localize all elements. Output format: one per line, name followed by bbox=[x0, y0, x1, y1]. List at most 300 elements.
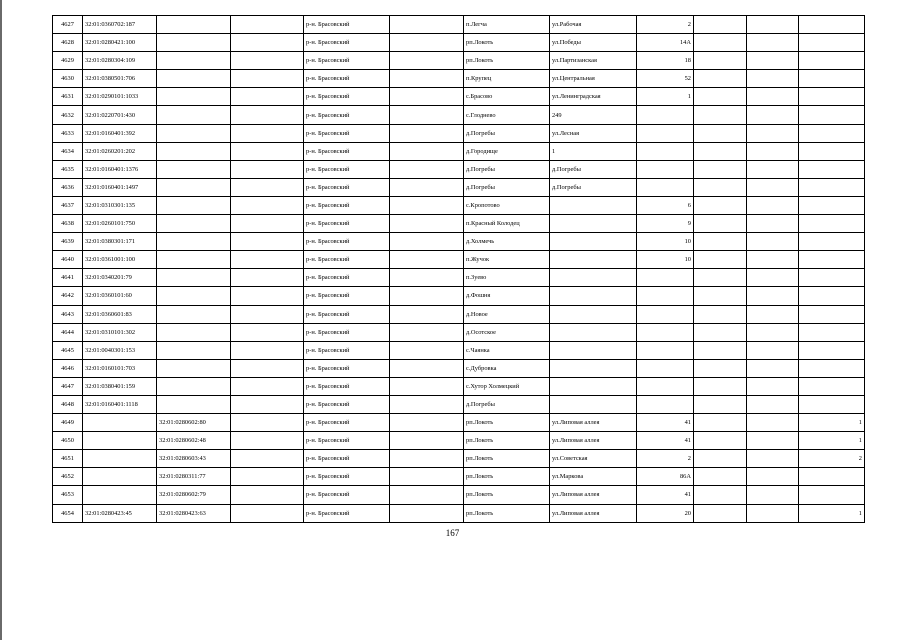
district-cell: р-н. Брасовский bbox=[304, 70, 390, 88]
house-number-cell: 10 bbox=[637, 233, 694, 251]
cadastral-number-cell: 32:01:0310301:135 bbox=[83, 196, 157, 214]
empty-cell bbox=[231, 215, 304, 233]
district-cell: р-н. Брасовский bbox=[304, 414, 390, 432]
empty-cell bbox=[747, 359, 799, 377]
count-cell: 1 bbox=[799, 504, 865, 522]
district-cell: р-н. Брасовский bbox=[304, 233, 390, 251]
empty-cell bbox=[747, 215, 799, 233]
house-number-cell bbox=[637, 178, 694, 196]
empty-cell bbox=[390, 269, 464, 287]
empty-cell bbox=[694, 16, 747, 34]
related-cadastral-number-cell bbox=[157, 233, 231, 251]
district-cell: р-н. Брасовский bbox=[304, 305, 390, 323]
empty-cell bbox=[694, 196, 747, 214]
empty-cell bbox=[231, 124, 304, 142]
settlement-cell: д.Осотское bbox=[464, 323, 550, 341]
empty-cell bbox=[231, 323, 304, 341]
settlement-cell: с.Хутор Холмецкий bbox=[464, 377, 550, 395]
table-row bbox=[53, 287, 865, 305]
related-cadastral-number-cell bbox=[157, 215, 231, 233]
empty-cell bbox=[747, 287, 799, 305]
table-row bbox=[53, 88, 865, 106]
table-row bbox=[53, 52, 865, 70]
empty-cell bbox=[747, 504, 799, 522]
empty-cell bbox=[694, 124, 747, 142]
street-cell: ул.Советская bbox=[550, 450, 637, 468]
table-row bbox=[53, 251, 865, 269]
empty-cell bbox=[747, 432, 799, 450]
empty-cell bbox=[231, 34, 304, 52]
settlement-cell: с.Чаянка bbox=[464, 341, 550, 359]
related-cadastral-number-cell: 32:01:0280311:77 bbox=[157, 468, 231, 486]
empty-cell bbox=[694, 233, 747, 251]
empty-cell bbox=[390, 305, 464, 323]
empty-cell bbox=[231, 486, 304, 504]
page-number: 167 bbox=[445, 528, 460, 538]
related-cadastral-number-cell: 32:01:0280602:79 bbox=[157, 486, 231, 504]
house-number-cell bbox=[637, 287, 694, 305]
related-cadastral-number-cell bbox=[157, 395, 231, 413]
settlement-cell: п.Жучок bbox=[464, 251, 550, 269]
cadastral-number-cell: 32:01:0260101:750 bbox=[83, 215, 157, 233]
street-cell bbox=[550, 287, 637, 305]
row-number-cell: 4635 bbox=[53, 160, 83, 178]
house-number-cell: 20 bbox=[637, 504, 694, 522]
row-number-cell: 4654 bbox=[53, 504, 83, 522]
related-cadastral-number-cell: 32:01:0280603:43 bbox=[157, 450, 231, 468]
street-cell bbox=[550, 215, 637, 233]
row-number-cell: 4632 bbox=[53, 106, 83, 124]
row-number-cell: 4649 bbox=[53, 414, 83, 432]
street-cell: ул.Лесная bbox=[550, 124, 637, 142]
row-number-cell: 4637 bbox=[53, 196, 83, 214]
street-cell: ул.Липовая аллея bbox=[550, 414, 637, 432]
empty-cell bbox=[747, 52, 799, 70]
related-cadastral-number-cell bbox=[157, 323, 231, 341]
related-cadastral-number-cell bbox=[157, 287, 231, 305]
street-cell: 249 bbox=[550, 106, 637, 124]
table-row bbox=[53, 16, 865, 34]
empty-cell bbox=[231, 432, 304, 450]
table-row bbox=[53, 377, 865, 395]
district-cell: р-н. Брасовский bbox=[304, 142, 390, 160]
related-cadastral-number-cell bbox=[157, 124, 231, 142]
settlement-cell: д.Погребы bbox=[464, 160, 550, 178]
street-cell: ул.Ленинградская bbox=[550, 88, 637, 106]
empty-cell bbox=[747, 178, 799, 196]
row-number-cell: 4630 bbox=[53, 70, 83, 88]
table-row bbox=[53, 160, 865, 178]
house-number-cell: 9 bbox=[637, 215, 694, 233]
district-cell: р-н. Брасовский bbox=[304, 178, 390, 196]
district-cell: р-н. Брасовский bbox=[304, 16, 390, 34]
empty-cell bbox=[390, 432, 464, 450]
empty-cell bbox=[231, 359, 304, 377]
empty-cell bbox=[747, 341, 799, 359]
street-cell bbox=[550, 395, 637, 413]
empty-cell bbox=[747, 124, 799, 142]
empty-cell bbox=[694, 70, 747, 88]
table-row bbox=[53, 450, 865, 468]
empty-cell bbox=[390, 70, 464, 88]
house-number-cell: 14А bbox=[637, 34, 694, 52]
empty-cell bbox=[694, 432, 747, 450]
row-number-cell: 4627 bbox=[53, 16, 83, 34]
cadastral-number-cell: 32:01:0280421:100 bbox=[83, 34, 157, 52]
empty-cell bbox=[747, 34, 799, 52]
settlement-cell: с.Дубровка bbox=[464, 359, 550, 377]
settlement-cell: п.Легча bbox=[464, 16, 550, 34]
empty-cell bbox=[231, 233, 304, 251]
empty-cell bbox=[694, 160, 747, 178]
street-cell: ул.Победы bbox=[550, 34, 637, 52]
count-cell bbox=[799, 70, 865, 88]
empty-cell bbox=[390, 504, 464, 522]
empty-cell bbox=[747, 160, 799, 178]
empty-cell bbox=[231, 106, 304, 124]
street-cell: ул.Маркова bbox=[550, 468, 637, 486]
related-cadastral-number-cell bbox=[157, 52, 231, 70]
empty-cell bbox=[694, 142, 747, 160]
street-cell: ул.Липовая аллея bbox=[550, 504, 637, 522]
empty-cell bbox=[747, 196, 799, 214]
row-number-cell: 4642 bbox=[53, 287, 83, 305]
empty-cell bbox=[231, 504, 304, 522]
empty-cell bbox=[390, 287, 464, 305]
settlement-cell: рп.Локоть bbox=[464, 432, 550, 450]
row-number-cell: 4652 bbox=[53, 468, 83, 486]
count-cell bbox=[799, 359, 865, 377]
row-number-cell: 4648 bbox=[53, 395, 83, 413]
empty-cell bbox=[694, 486, 747, 504]
table-row bbox=[53, 468, 865, 486]
count-cell bbox=[799, 377, 865, 395]
empty-cell bbox=[231, 178, 304, 196]
house-number-cell: 2 bbox=[637, 450, 694, 468]
empty-cell bbox=[231, 414, 304, 432]
empty-cell bbox=[231, 269, 304, 287]
table-row bbox=[53, 486, 865, 504]
street-cell bbox=[550, 251, 637, 269]
settlement-cell: п.Красный Колодец bbox=[464, 215, 550, 233]
registry-table-body bbox=[53, 16, 865, 523]
registry-table bbox=[52, 15, 865, 523]
related-cadastral-number-cell bbox=[157, 196, 231, 214]
empty-cell bbox=[231, 196, 304, 214]
related-cadastral-number-cell bbox=[157, 359, 231, 377]
related-cadastral-number-cell bbox=[157, 88, 231, 106]
empty-cell bbox=[231, 305, 304, 323]
count-cell bbox=[799, 124, 865, 142]
empty-cell bbox=[231, 160, 304, 178]
house-number-cell: 1 bbox=[637, 88, 694, 106]
table-row bbox=[53, 341, 865, 359]
empty-cell bbox=[694, 504, 747, 522]
cadastral-number-cell: 32:01:0360702:187 bbox=[83, 16, 157, 34]
street-cell: 1 bbox=[550, 142, 637, 160]
district-cell: р-н. Брасовский bbox=[304, 215, 390, 233]
empty-cell bbox=[694, 88, 747, 106]
empty-cell bbox=[390, 450, 464, 468]
street-cell: д.Погребы bbox=[550, 178, 637, 196]
table-row bbox=[53, 124, 865, 142]
count-cell bbox=[799, 215, 865, 233]
street-cell bbox=[550, 305, 637, 323]
cadastral-number-cell: 32:01:0220701:430 bbox=[83, 106, 157, 124]
house-number-cell: 18 bbox=[637, 52, 694, 70]
table-row bbox=[53, 34, 865, 52]
house-number-cell: 6 bbox=[637, 196, 694, 214]
empty-cell bbox=[694, 450, 747, 468]
house-number-cell bbox=[637, 359, 694, 377]
row-number-cell: 4629 bbox=[53, 52, 83, 70]
cadastral-number-cell bbox=[83, 450, 157, 468]
count-cell bbox=[799, 160, 865, 178]
table-row bbox=[53, 395, 865, 413]
house-number-cell: 41 bbox=[637, 486, 694, 504]
related-cadastral-number-cell bbox=[157, 178, 231, 196]
empty-cell bbox=[747, 269, 799, 287]
empty-cell bbox=[747, 468, 799, 486]
related-cadastral-number-cell bbox=[157, 341, 231, 359]
empty-cell bbox=[747, 395, 799, 413]
empty-cell bbox=[390, 377, 464, 395]
settlement-cell: д.Погребы bbox=[464, 395, 550, 413]
settlement-cell: д.Новое bbox=[464, 305, 550, 323]
district-cell: р-н. Брасовский bbox=[304, 377, 390, 395]
street-cell: ул.Липовая аллея bbox=[550, 486, 637, 504]
cadastral-number-cell: 32:01:0380501:706 bbox=[83, 70, 157, 88]
district-cell: р-н. Брасовский bbox=[304, 450, 390, 468]
related-cadastral-number-cell bbox=[157, 251, 231, 269]
street-cell bbox=[550, 323, 637, 341]
empty-cell bbox=[694, 52, 747, 70]
cadastral-number-cell: 32:01:0280304:109 bbox=[83, 52, 157, 70]
district-cell: р-н. Брасовский bbox=[304, 124, 390, 142]
empty-cell bbox=[747, 142, 799, 160]
empty-cell bbox=[694, 178, 747, 196]
related-cadastral-number-cell bbox=[157, 377, 231, 395]
table-row bbox=[53, 178, 865, 196]
cadastral-number-cell bbox=[83, 432, 157, 450]
house-number-cell: 10 bbox=[637, 251, 694, 269]
cadastral-number-cell: 32:01:0280423:45 bbox=[83, 504, 157, 522]
house-number-cell bbox=[637, 341, 694, 359]
count-cell bbox=[799, 142, 865, 160]
empty-cell bbox=[390, 251, 464, 269]
row-number-cell: 4651 bbox=[53, 450, 83, 468]
row-number-cell: 4631 bbox=[53, 88, 83, 106]
row-number-cell: 4650 bbox=[53, 432, 83, 450]
scan-edge bbox=[0, 0, 2, 640]
empty-cell bbox=[231, 468, 304, 486]
row-number-cell: 4646 bbox=[53, 359, 83, 377]
cadastral-number-cell: 32:01:0160401:392 bbox=[83, 124, 157, 142]
empty-cell bbox=[694, 251, 747, 269]
settlement-cell: рп.Локоть bbox=[464, 486, 550, 504]
count-cell bbox=[799, 395, 865, 413]
empty-cell bbox=[231, 377, 304, 395]
district-cell: р-н. Брасовский bbox=[304, 269, 390, 287]
row-number-cell: 4628 bbox=[53, 34, 83, 52]
related-cadastral-number-cell bbox=[157, 142, 231, 160]
district-cell: р-н. Брасовский bbox=[304, 287, 390, 305]
table-row bbox=[53, 269, 865, 287]
cadastral-number-cell: 32:01:0160101:703 bbox=[83, 359, 157, 377]
empty-cell bbox=[747, 251, 799, 269]
house-number-cell bbox=[637, 377, 694, 395]
settlement-cell: рп.Локоть bbox=[464, 468, 550, 486]
house-number-cell bbox=[637, 305, 694, 323]
row-number-cell: 4638 bbox=[53, 215, 83, 233]
district-cell: р-н. Брасовский bbox=[304, 196, 390, 214]
count-cell: 2 bbox=[799, 450, 865, 468]
empty-cell bbox=[694, 395, 747, 413]
cadastral-number-cell: 32:01:0160401:1118 bbox=[83, 395, 157, 413]
house-number-cell bbox=[637, 106, 694, 124]
row-number-cell: 4653 bbox=[53, 486, 83, 504]
empty-cell bbox=[694, 34, 747, 52]
house-number-cell bbox=[637, 142, 694, 160]
district-cell: р-н. Брасовский bbox=[304, 34, 390, 52]
cadastral-number-cell: 32:01:0160401:1497 bbox=[83, 178, 157, 196]
empty-cell bbox=[390, 178, 464, 196]
table-row bbox=[53, 196, 865, 214]
empty-cell bbox=[694, 305, 747, 323]
district-cell: р-н. Брасовский bbox=[304, 468, 390, 486]
house-number-cell: 41 bbox=[637, 414, 694, 432]
related-cadastral-number-cell bbox=[157, 305, 231, 323]
street-cell bbox=[550, 269, 637, 287]
row-number-cell: 4647 bbox=[53, 377, 83, 395]
row-number-cell: 4644 bbox=[53, 323, 83, 341]
empty-cell bbox=[747, 70, 799, 88]
empty-cell bbox=[390, 359, 464, 377]
cadastral-number-cell bbox=[83, 486, 157, 504]
table-row bbox=[53, 323, 865, 341]
empty-cell bbox=[747, 305, 799, 323]
empty-cell bbox=[231, 52, 304, 70]
count-cell bbox=[799, 233, 865, 251]
count-cell bbox=[799, 305, 865, 323]
empty-cell bbox=[694, 359, 747, 377]
settlement-cell: с.Глоднево bbox=[464, 106, 550, 124]
street-cell: ул.Рабочая bbox=[550, 16, 637, 34]
settlement-cell: с.Брасово bbox=[464, 88, 550, 106]
house-number-cell: 52 bbox=[637, 70, 694, 88]
empty-cell bbox=[390, 16, 464, 34]
table-row bbox=[53, 215, 865, 233]
house-number-cell bbox=[637, 395, 694, 413]
district-cell: р-н. Брасовский bbox=[304, 88, 390, 106]
house-number-cell: 41 bbox=[637, 432, 694, 450]
row-number-cell: 4633 bbox=[53, 124, 83, 142]
table-row bbox=[53, 305, 865, 323]
street-cell: ул.Липовая аллея bbox=[550, 432, 637, 450]
cadastral-number-cell: 32:01:0310101:302 bbox=[83, 323, 157, 341]
related-cadastral-number-cell bbox=[157, 106, 231, 124]
house-number-cell: 86А bbox=[637, 468, 694, 486]
street-cell: ул.Центральная bbox=[550, 70, 637, 88]
empty-cell bbox=[694, 287, 747, 305]
related-cadastral-number-cell bbox=[157, 34, 231, 52]
street-cell bbox=[550, 377, 637, 395]
related-cadastral-number-cell: 32:01:0280602:80 bbox=[157, 414, 231, 432]
house-number-cell bbox=[637, 160, 694, 178]
count-cell bbox=[799, 468, 865, 486]
table-row bbox=[53, 233, 865, 251]
district-cell: р-н. Брасовский bbox=[304, 106, 390, 124]
empty-cell bbox=[390, 142, 464, 160]
empty-cell bbox=[747, 88, 799, 106]
count-cell bbox=[799, 251, 865, 269]
cadastral-number-cell: 32:01:0361001:100 bbox=[83, 251, 157, 269]
settlement-cell: д.Погребы bbox=[464, 178, 550, 196]
settlement-cell: рп.Локоть bbox=[464, 34, 550, 52]
settlement-cell: п.Зуево bbox=[464, 269, 550, 287]
table-row bbox=[53, 142, 865, 160]
settlement-cell: рп.Локоть bbox=[464, 414, 550, 432]
empty-cell bbox=[747, 16, 799, 34]
empty-cell bbox=[694, 269, 747, 287]
settlement-cell: д.Фошня bbox=[464, 287, 550, 305]
empty-cell bbox=[694, 377, 747, 395]
count-cell bbox=[799, 16, 865, 34]
count-cell bbox=[799, 106, 865, 124]
table-row bbox=[53, 359, 865, 377]
cadastral-number-cell: 32:01:0290101:1033 bbox=[83, 88, 157, 106]
count-cell bbox=[799, 287, 865, 305]
cadastral-number-cell: 32:01:0380401:159 bbox=[83, 377, 157, 395]
settlement-cell: д.Городище bbox=[464, 142, 550, 160]
cadastral-number-cell bbox=[83, 468, 157, 486]
settlement-cell: д.Погребы bbox=[464, 124, 550, 142]
table-row bbox=[53, 106, 865, 124]
cadastral-number-cell bbox=[83, 414, 157, 432]
empty-cell bbox=[747, 233, 799, 251]
empty-cell bbox=[231, 142, 304, 160]
row-number-cell: 4636 bbox=[53, 178, 83, 196]
row-number-cell: 4639 bbox=[53, 233, 83, 251]
empty-cell bbox=[390, 414, 464, 432]
related-cadastral-number-cell: 32:01:0280423:63 bbox=[157, 504, 231, 522]
empty-cell bbox=[390, 196, 464, 214]
related-cadastral-number-cell: 32:01:0280602:48 bbox=[157, 432, 231, 450]
street-cell bbox=[550, 233, 637, 251]
district-cell: р-н. Брасовский bbox=[304, 251, 390, 269]
street-cell bbox=[550, 196, 637, 214]
row-number-cell: 4640 bbox=[53, 251, 83, 269]
cadastral-number-cell: 32:01:0040301:153 bbox=[83, 341, 157, 359]
cadastral-number-cell: 32:01:0380301:171 bbox=[83, 233, 157, 251]
count-cell bbox=[799, 88, 865, 106]
related-cadastral-number-cell bbox=[157, 269, 231, 287]
settlement-cell: рп.Локоть bbox=[464, 504, 550, 522]
empty-cell bbox=[390, 233, 464, 251]
empty-cell bbox=[390, 160, 464, 178]
empty-cell bbox=[231, 287, 304, 305]
related-cadastral-number-cell bbox=[157, 16, 231, 34]
district-cell: р-н. Брасовский bbox=[304, 323, 390, 341]
count-cell bbox=[799, 486, 865, 504]
cadastral-number-cell: 32:01:0340201:79 bbox=[83, 269, 157, 287]
count-cell bbox=[799, 178, 865, 196]
empty-cell bbox=[694, 341, 747, 359]
settlement-cell: с.Кропотово bbox=[464, 196, 550, 214]
table-row bbox=[53, 432, 865, 450]
table-row bbox=[53, 414, 865, 432]
row-number-cell: 4645 bbox=[53, 341, 83, 359]
